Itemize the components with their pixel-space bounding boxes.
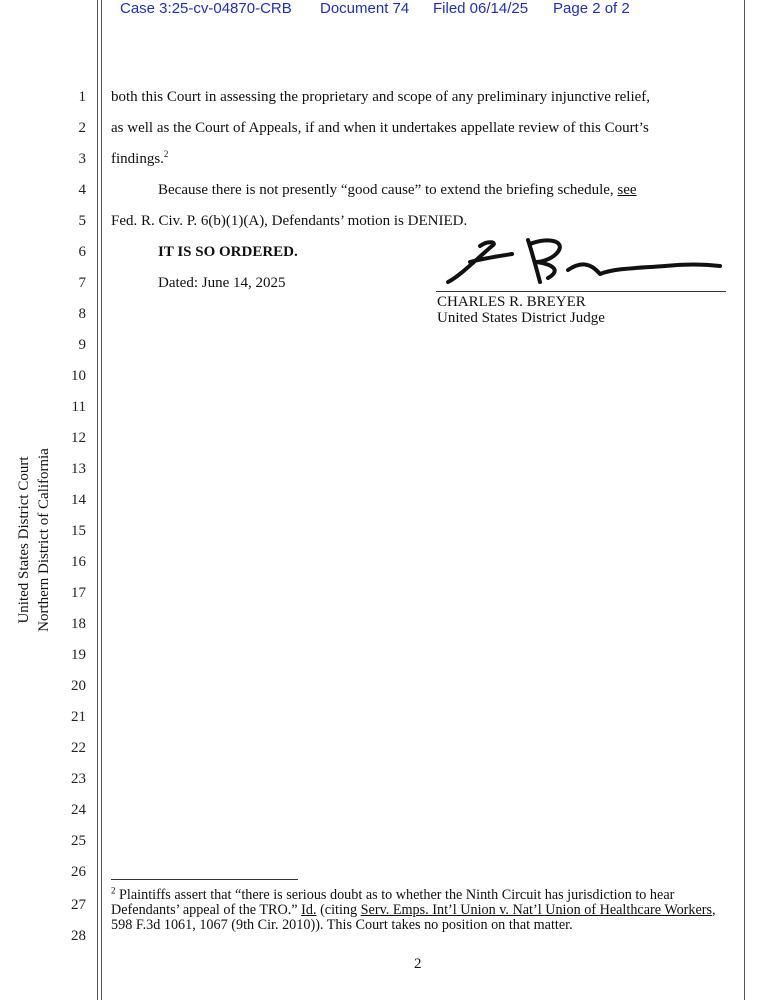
line-number: 8 bbox=[78, 306, 86, 322]
footnote-rule bbox=[111, 879, 298, 880]
line-number: 19 bbox=[71, 647, 86, 663]
line-number: 2 bbox=[78, 120, 86, 136]
line-number: 14 bbox=[71, 492, 86, 508]
see-signal: see bbox=[617, 182, 637, 198]
line-number: 20 bbox=[71, 678, 86, 694]
judge-name: CHARLES R. BREYER bbox=[437, 294, 586, 310]
body-line-4 bbox=[158, 182, 637, 199]
judge-signature bbox=[440, 232, 730, 292]
document-number: Document 74 bbox=[320, 0, 410, 17]
footnote-number: 2 bbox=[111, 885, 116, 896]
good-cause-text: Because there is not presently “good cause” to extend the briefing schedule, bbox=[158, 182, 618, 198]
line-number: 5 bbox=[78, 213, 86, 229]
footnote-ref: 2 bbox=[163, 149, 169, 159]
line-number: 28 bbox=[71, 928, 86, 944]
body-line-1: both this Court in assessing the proprietary and scope of any preliminary injunctive relief, bbox=[111, 89, 651, 105]
line-number: 12 bbox=[71, 430, 86, 446]
sidebar-district-name: Northern District of California bbox=[36, 448, 52, 632]
line-number: 11 bbox=[71, 399, 86, 415]
line-number: 3 bbox=[78, 151, 86, 167]
line-number: 26 bbox=[71, 864, 86, 880]
line-number: 17 bbox=[71, 585, 86, 601]
court-sidebar bbox=[14, 435, 54, 645]
body-line-3 bbox=[111, 151, 168, 168]
line-number: 23 bbox=[71, 771, 86, 787]
left-margin-line-outer bbox=[97, 0, 98, 1000]
line-number: 27 bbox=[71, 897, 86, 913]
line-number: 25 bbox=[71, 833, 86, 849]
footnote-text-1: Plaintiffs assert that “there is serious doubt as to whether the Ninth Circuit has jurisdiction to hear Defendants’ appeal of the TRO.” bbox=[111, 887, 675, 918]
line-number: 9 bbox=[78, 337, 86, 353]
line-number: 4 bbox=[78, 182, 86, 198]
footnote-text-2: (citing bbox=[316, 902, 361, 918]
line-number: 1 bbox=[78, 89, 86, 105]
line-number: 15 bbox=[71, 523, 86, 539]
line-number: 18 bbox=[71, 616, 86, 632]
filed-date: Filed 06/14/25 bbox=[433, 0, 529, 17]
footnote-id: Id. bbox=[301, 902, 317, 918]
dated-line: Dated: June 14, 2025 bbox=[158, 275, 286, 291]
case-number: Case 3:25-cv-04870-CRB bbox=[120, 0, 292, 17]
page-number: 2 bbox=[414, 956, 422, 972]
sidebar-court-name: United States District Court bbox=[16, 456, 32, 624]
line-number: 10 bbox=[71, 368, 86, 384]
line-number: 6 bbox=[78, 244, 86, 260]
body-line-2: as well as the Court of Appeals, if and when it undertakes appellate review of this Court’s bbox=[111, 120, 649, 136]
body-line-5: Fed. R. Civ. P. 6(b)(1)(A), Defendants’ motion is DENIED. bbox=[111, 213, 468, 229]
line-number: 21 bbox=[71, 709, 86, 725]
footnote-case-name: Serv. Emps. Int’l Union v. Nat’l Union of Healthcare Workers bbox=[360, 902, 713, 918]
footnote bbox=[111, 885, 736, 933]
so-ordered: IT IS SO ORDERED. bbox=[158, 244, 298, 260]
findings-text: findings. bbox=[111, 151, 164, 167]
left-margin-line-inner bbox=[101, 0, 102, 1000]
signature-line bbox=[436, 291, 726, 292]
line-number: 13 bbox=[71, 461, 86, 477]
line-number: 16 bbox=[71, 554, 86, 570]
line-number: 22 bbox=[71, 740, 86, 756]
judge-title: United States District Judge bbox=[437, 310, 605, 326]
footnote-text-3: , 598 F.3d 1061, 1067 (9th Cir. 2010)). This Court takes no position on that matter. bbox=[111, 902, 716, 933]
line-number: 24 bbox=[71, 802, 86, 818]
page-count: Page 2 of 2 bbox=[553, 0, 630, 17]
right-margin-line bbox=[744, 0, 745, 1000]
line-number: 7 bbox=[78, 275, 86, 291]
